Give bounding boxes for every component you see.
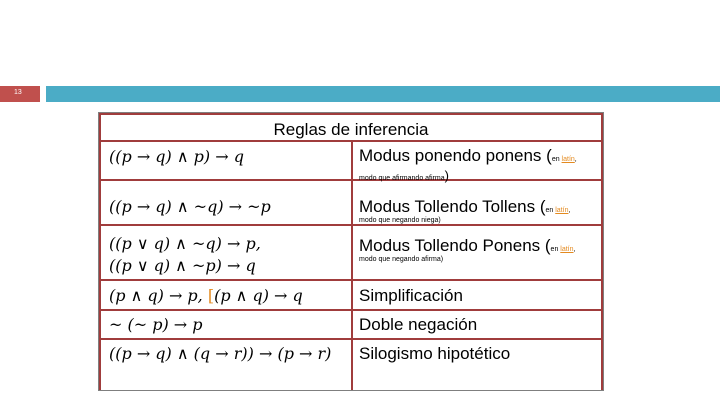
table-row bbox=[99, 226, 603, 281]
table-row bbox=[99, 181, 603, 226]
formula-cell bbox=[101, 226, 353, 279]
table-title-row bbox=[99, 113, 603, 142]
table-row bbox=[99, 340, 603, 390]
rule-note: modo que afirmando afirma) bbox=[359, 168, 449, 183]
formula: ~ (~ p) → p bbox=[109, 315, 203, 334]
rule-name: Modus Tollendo Ponens (en latín, bbox=[359, 236, 576, 255]
table-row bbox=[99, 142, 603, 181]
formula: ((p → q) ∧ p) → q bbox=[109, 147, 244, 166]
rule-name: Modus Tollendo Tollens (en latín, bbox=[359, 197, 571, 216]
rule-cell bbox=[353, 340, 601, 390]
formula-cell bbox=[101, 311, 353, 338]
rule-note: modo que negando afirma) bbox=[359, 256, 444, 263]
inference-rules-table bbox=[98, 112, 604, 391]
slide-number: 13 bbox=[14, 89, 22, 96]
rule-name: Modus ponendo ponens (en latín, bbox=[359, 146, 577, 165]
rule-cell bbox=[353, 226, 601, 279]
formula: (p ∧ q) → p, [(p ∧ q) → q bbox=[109, 286, 303, 305]
formula-cell bbox=[101, 281, 353, 309]
table-row bbox=[99, 281, 603, 311]
rule-cell bbox=[353, 181, 601, 224]
rule-cell bbox=[353, 142, 601, 183]
rule-cell bbox=[353, 311, 601, 338]
formula: ((p → q) ∧ (q → r)) → (p → r) bbox=[109, 344, 332, 363]
formula: ((p → q) ∧ ~q) → ~p bbox=[109, 197, 271, 216]
table-row bbox=[99, 311, 603, 340]
latin-link[interactable]: latín bbox=[560, 246, 574, 253]
latin-link[interactable]: latín bbox=[555, 207, 569, 214]
formula-cell bbox=[101, 340, 353, 390]
formula-line-2: ((p ∨ q) ∧ ~p) → q bbox=[109, 256, 256, 275]
table-title: Reglas de inferencia bbox=[273, 120, 429, 139]
latin-link[interactable]: latín bbox=[561, 156, 575, 163]
formula-cell bbox=[101, 181, 353, 224]
header-accent-bar bbox=[46, 86, 720, 102]
formula-cell bbox=[101, 142, 353, 179]
rule-name: Doble negación bbox=[359, 315, 478, 334]
rule-note: modo que negando niega) bbox=[359, 217, 441, 224]
formula-line-1: ((p ∨ q) ∧ ~q) → p, bbox=[109, 234, 261, 253]
rule-name: Simplificación bbox=[359, 286, 463, 305]
rule-name: Silogismo hipotético bbox=[359, 344, 511, 363]
rule-cell bbox=[353, 281, 601, 309]
slide-number-bar bbox=[0, 86, 40, 102]
